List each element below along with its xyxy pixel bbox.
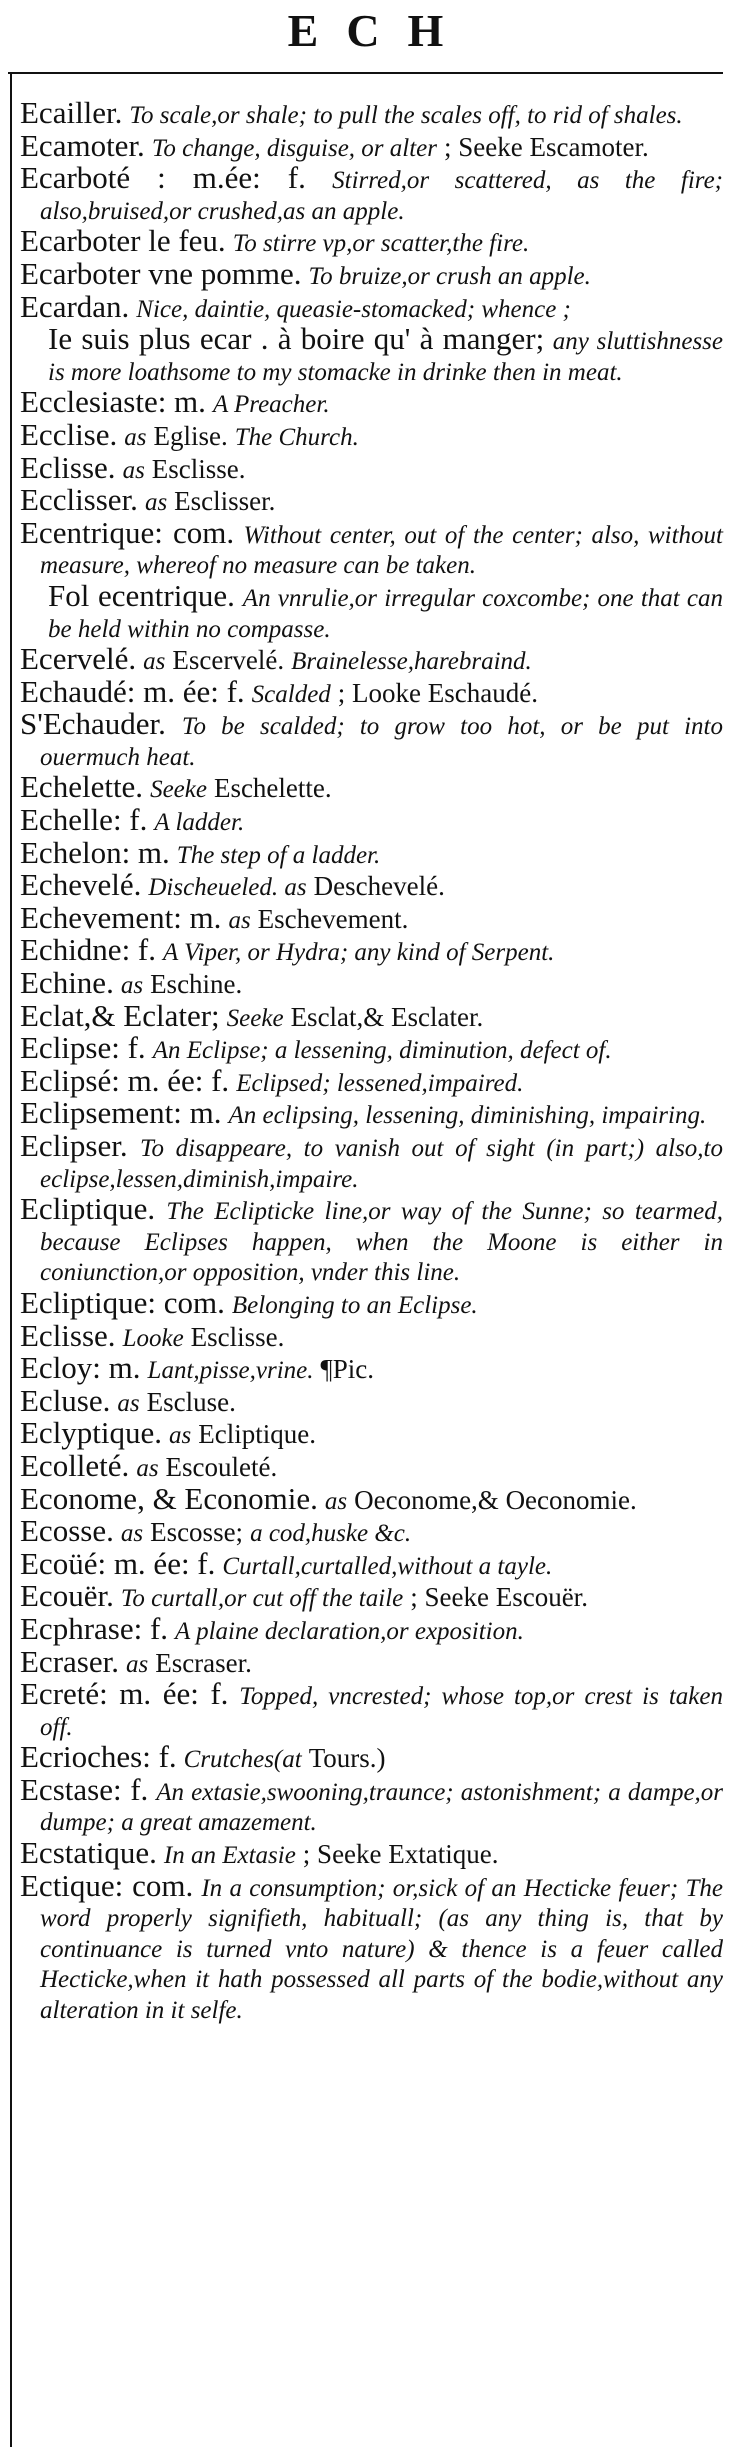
entry-definition: In a consumption; or,sick of an Hecticke feuer; The word properly signifieth, habituall; (as any thing is, that by continuance is turned vnto nature) & thence is a feuer called Hecticke,when it hath possessed all parts of the bodie,without any alteration in it selfe.	[40, 1874, 724, 2025]
entry-definition: To bruize,or crush an apple.	[308, 262, 591, 290]
entry-definition: Crutches(at	[183, 1746, 302, 1774]
entry-headword: Ie suis plus ecar . à boire qu' à manger;	[48, 321, 545, 357]
dictionary-entry	[20, 1739, 723, 1775]
entry-headword: Ecloy: m.	[20, 1350, 141, 1386]
dictionary-entry	[20, 673, 723, 710]
entry-headword: Ecclise.	[20, 416, 118, 452]
entry-headword: Ecailler.	[20, 95, 123, 130]
entry-reference: Escosse;	[150, 1517, 244, 1548]
entry-definition: Scalded	[251, 680, 331, 708]
dictionary-entry	[20, 1350, 723, 1386]
entry-reference: ; Seeke Escouër.	[410, 1582, 588, 1613]
entry-reference: Escluse.	[146, 1386, 236, 1417]
dictionary-entry	[20, 288, 723, 325]
entry-definition: Discheueled. as	[148, 874, 307, 902]
entry-definition: Curtall,curtalled,without a tayle.	[222, 1552, 553, 1580]
entry-headword: Ecliptique: com.	[20, 1284, 225, 1320]
dictionary-entry	[20, 1835, 723, 1871]
entry-definition: Lant,pisse,vrine.	[147, 1357, 314, 1385]
entry-definition: An extasie,swooning,traunce; astonishment; a dampe,or dumpe; a great amazement.	[40, 1778, 724, 1837]
entry-headword: Ecervelé.	[20, 641, 137, 677]
dictionary-entry	[20, 384, 723, 420]
dictionary-entry	[20, 932, 723, 968]
entry-headword: Echaudé: m. ée: f.	[20, 673, 245, 709]
entry-definition: as	[144, 489, 168, 517]
entry-definition: The Eclipticke line,or way of the Sunne; so tearmed, because Eclipses happen, when the Moone is either in coniunction,or opposition, vnder this line.	[40, 1198, 723, 1287]
entry-definition: Seeke	[150, 776, 207, 804]
entry-headword: Ecphrase: f.	[20, 1610, 169, 1646]
entry-definition: Without center, out of the center; also, without measure, whereof no measure can be taken.	[40, 521, 724, 580]
entry-reference: Esclisser.	[174, 486, 276, 517]
dictionary-entry	[20, 1095, 723, 1131]
entry-headword: Ecoüé: m. ée: f.	[20, 1545, 216, 1581]
entry-headword: Eclat,& Eclater;	[20, 997, 220, 1033]
entry-headword: Ecreté: m. ée: f.	[20, 1676, 229, 1712]
entry-reference: Oeconome,& Oeconomie.	[354, 1484, 637, 1515]
entry-reference: Eglise.	[153, 420, 228, 451]
entry-definition: Stirred,or scattered, as the fire; also,bruised,or crushed,as an apple.	[40, 167, 723, 225]
entry-headword: Ecarboté : m.ée: f.	[20, 160, 306, 196]
entry-definition: as	[117, 1389, 140, 1417]
entry-headword: Fol ecentrique.	[48, 577, 235, 613]
dictionary-entry	[20, 1480, 723, 1517]
entry-headword: Ecclesiaste: m.	[20, 384, 206, 420]
dictionary-entry	[20, 416, 723, 453]
dictionary-entry	[20, 965, 723, 1001]
entry-definition-cont: The Church.	[234, 423, 359, 451]
entry-headword: Eclisse.	[20, 449, 116, 485]
dictionary-entry	[20, 834, 723, 871]
entry-headword: Echelette.	[20, 769, 144, 805]
entry-headword: Ecarboter vne pomme.	[20, 255, 302, 291]
entry-headword: Ecraser.	[20, 1643, 119, 1679]
entry-headword: Eclipsé: m. ée: f.	[20, 1062, 230, 1098]
entry-headword: Echevelé.	[20, 867, 142, 903]
entry-reference: Eschevement.	[257, 903, 409, 934]
entry-headword: Eclisse.	[20, 1317, 116, 1353]
entry-definition: as	[143, 648, 166, 676]
entry-definition: A Preacher.	[212, 391, 330, 419]
entry-reference: Esclisse.	[190, 1321, 285, 1352]
entry-definition-cont: a cod,huske &c.	[250, 1520, 412, 1548]
entry-definition: Topped, vncrested; whose top,or crest is taken off.	[40, 1683, 723, 1741]
entry-definition: Nice, daintie, queasie-stomacked; whence ;	[136, 295, 571, 323]
entry-reference: Eschine.	[150, 969, 243, 1000]
entry-reference: ¶Pic.	[320, 1354, 375, 1385]
entry-headword: Ecolleté.	[20, 1447, 130, 1483]
entry-reference: Esclat,& Esclater.	[290, 1001, 484, 1032]
entry-list	[20, 95, 724, 2026]
entry-definition: A ladder.	[154, 809, 245, 837]
entry-definition: A plaine declaration,or exposition.	[175, 1617, 524, 1645]
entry-definition: as	[228, 906, 251, 934]
dictionary-entry	[20, 1415, 723, 1451]
entry-definition: as	[120, 972, 144, 1000]
entry-headword: Econome, & Economie.	[20, 1480, 318, 1516]
entry-definition: An Eclipse; a lessening, diminution, defect of.	[152, 1037, 612, 1065]
dictionary-entry	[20, 514, 724, 581]
dictionary-entry	[20, 769, 723, 805]
entry-headword: Ectique: com.	[20, 1867, 194, 1903]
entry-definition: An vnrulie,or irregular coxcombe; one that can be held within no compasse.	[48, 584, 723, 643]
dictionary-entry	[20, 1382, 723, 1419]
entry-reference: Ecliptique.	[198, 1419, 316, 1450]
dictionary-entry	[20, 899, 723, 936]
entry-headword: Ecamoter.	[20, 127, 145, 163]
entry-headword: Ecarboter le feu.	[20, 223, 226, 259]
dictionary-entry	[20, 1317, 723, 1354]
entry-headword: Eclipsement: m.	[20, 1095, 222, 1131]
sub-entry	[20, 321, 723, 387]
dictionary-entry	[20, 867, 723, 903]
entry-headword: Ecstatique.	[20, 1835, 157, 1871]
entry-headword: Ecosse.	[20, 1513, 114, 1549]
dictionary-entry	[20, 160, 723, 226]
entry-reference: ; Seeke Extatique.	[302, 1839, 499, 1870]
entry-reference: Escouleté.	[165, 1451, 278, 1482]
entry-definition: Eclipsed; lessened,impaired.	[236, 1069, 524, 1097]
entry-definition: An eclipsing, lessening, diminishing, impairing.	[228, 1102, 707, 1130]
entry-definition: as	[136, 1454, 159, 1482]
margin-rule	[10, 72, 12, 2447]
entry-definition: as	[169, 1422, 192, 1450]
dictionary-entry	[20, 1513, 723, 1549]
entry-headword: S'Echauder.	[20, 706, 166, 742]
header-rule	[8, 72, 723, 74]
dictionary-entry	[20, 641, 723, 677]
dictionary-entry	[20, 1610, 723, 1647]
entry-definition: as	[120, 1520, 144, 1548]
page-header: ECH	[287, 5, 472, 56]
dictionary-entry	[20, 1062, 723, 1099]
dictionary-entry	[20, 482, 723, 518]
entry-definition: To scale,or shale; to pull the scales off, to rid of shales.	[129, 102, 683, 129]
entry-headword: Echevement: m.	[20, 899, 222, 935]
dictionary-entry	[20, 1578, 723, 1614]
entry-definition: To change, disguise, or alter	[151, 134, 438, 162]
dictionary-entry	[20, 1447, 723, 1484]
sub-entry	[20, 577, 723, 644]
entry-reference: Escraser.	[155, 1647, 252, 1678]
dictionary-entry	[20, 802, 723, 838]
dictionary-entry	[20, 1545, 723, 1582]
entry-headword: Echidne: f.	[20, 932, 157, 968]
entry-definition: To disappeare, to vanish out of sight (in part;) also,to eclipse,lessen,diminish,impaire.	[40, 1135, 723, 1193]
entry-definition: Seeke	[226, 1004, 284, 1032]
entry-reference: Tours.)	[308, 1743, 386, 1774]
dictionary-entry	[20, 449, 723, 486]
entry-reference: Deschevelé.	[313, 871, 445, 902]
dictionary-entry	[20, 1128, 723, 1194]
entry-headword: Ecardan.	[20, 288, 130, 324]
entry-headword: Echelon: m.	[20, 834, 170, 870]
entry-definition: A Viper, or Hydra; any kind of Serpent.	[163, 939, 555, 967]
entry-headword: Echelle: f.	[20, 802, 148, 838]
entry-headword: Ecclisser.	[20, 482, 138, 518]
entry-definition: To stirre vp,or scatter,the fire.	[232, 230, 530, 258]
entry-headword: Ecentrique: com.	[20, 514, 235, 550]
entry-definition: as	[324, 1487, 348, 1515]
entry-headword: Ecouër.	[20, 1578, 114, 1614]
entry-definition: any sluttishnesse is more loathsome to my stomacke in drinke then in meat.	[48, 328, 723, 386]
entry-headword: Echine.	[20, 965, 114, 1001]
entry-definition: as	[124, 423, 147, 451]
entry-reference: ; Looke Eschaudé.	[337, 677, 538, 708]
dictionary-entry	[20, 1771, 724, 1838]
entry-definition: In an Extasie	[163, 1842, 296, 1870]
dictionary-entry	[20, 1643, 723, 1680]
dictionary-entry	[20, 255, 723, 292]
entry-headword: Eclipser.	[20, 1128, 128, 1163]
dictionary-entry	[20, 1867, 724, 2026]
dictionary-entry	[20, 706, 723, 772]
dictionary-entry	[20, 1191, 723, 1288]
dictionary-entry	[20, 1030, 723, 1066]
dictionary-entry	[20, 1676, 723, 1742]
dictionary-entry	[20, 223, 723, 259]
entry-definition: To be scalded; to grow too hot, or be put into ouermuch heat.	[40, 713, 723, 771]
entry-headword: Ecliptique.	[20, 1191, 156, 1227]
entry-definition-cont: Brainelesse,harebraind.	[291, 648, 532, 676]
dictionary-entry	[20, 95, 723, 131]
dictionary-entry	[20, 997, 723, 1034]
entry-headword: Ecrioches: f.	[20, 1739, 177, 1775]
entry-definition: as	[125, 1650, 149, 1678]
entry-definition: as	[122, 456, 145, 484]
dictionary-entry	[20, 127, 723, 164]
entry-headword: Eclipse: f.	[20, 1030, 146, 1066]
entry-reference: Escervelé.	[172, 645, 285, 676]
entry-headword: Eclyptique.	[20, 1415, 163, 1451]
dictionary-entry	[20, 1284, 723, 1321]
entry-headword: Ecstase: f.	[20, 1771, 149, 1807]
entry-definition: Looke	[122, 1324, 184, 1352]
entry-reference: Eschelette.	[213, 773, 332, 804]
entry-definition: To curtall,or cut off the taile	[120, 1585, 404, 1613]
entry-headword: Ecluse.	[20, 1382, 111, 1418]
entry-reference: ; Seeke Escamoter.	[444, 131, 649, 162]
entry-definition: The step of a ladder.	[176, 841, 381, 869]
entry-definition: Belonging to an Eclipse.	[231, 1291, 478, 1319]
entry-reference: Esclisse.	[151, 453, 246, 484]
